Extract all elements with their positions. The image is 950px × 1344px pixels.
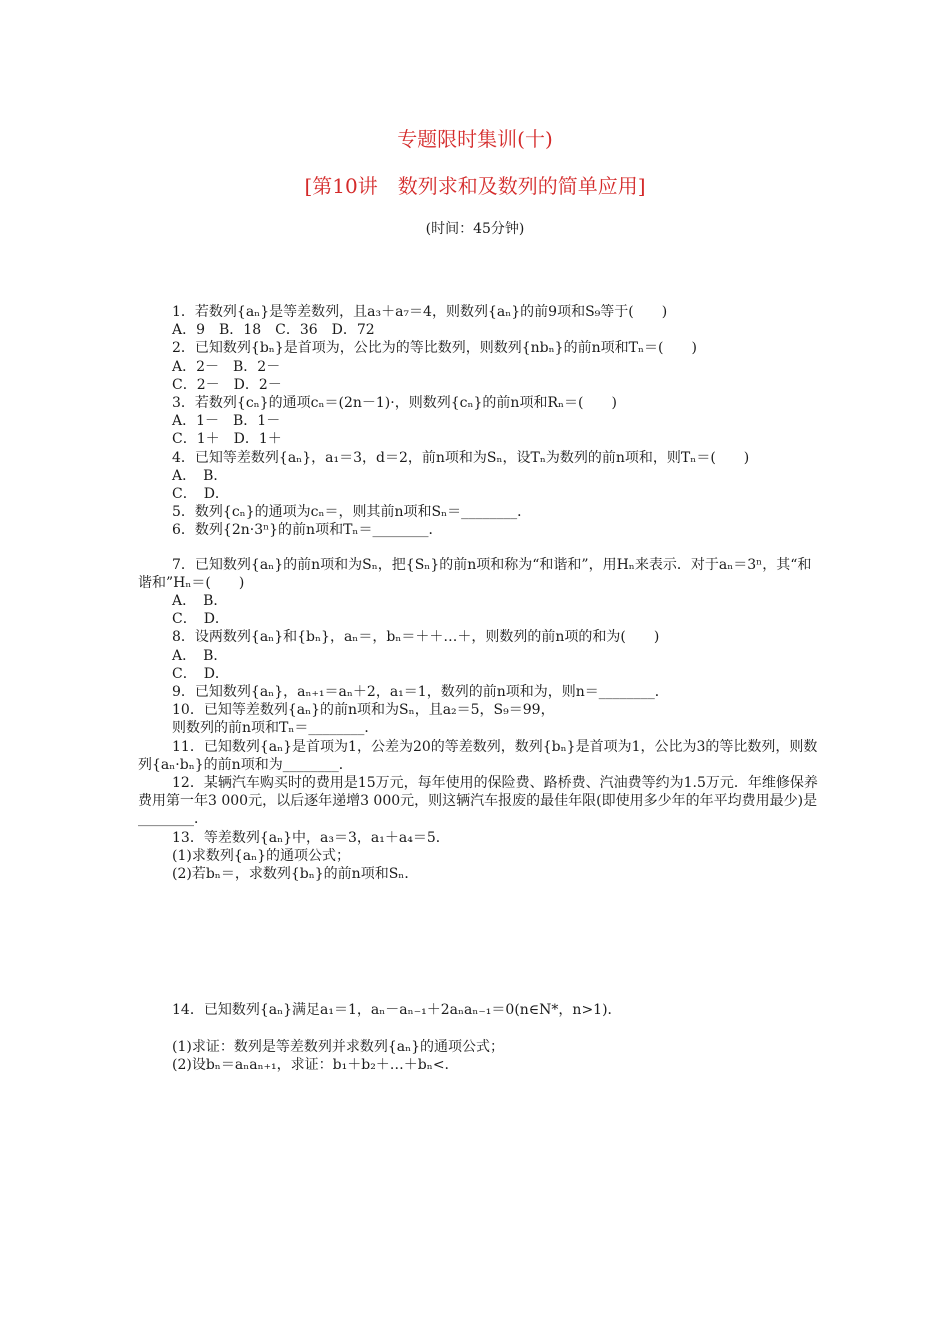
question-7: 7．已知数列{aₙ}的前n项和为Sₙ，把{Sₙ}的前n项和称为“和谐和”，用Hₙ来表示．对于aₙ＝3ⁿ，其“和谐和”Hₙ＝( ) <box>138 556 812 591</box>
question-10: 10．已知等差数列{aₙ}的前n项和为Sₙ，且a₂＝5，S₉＝99， <box>172 702 555 719</box>
question-2: 2．已知数列{bₙ}是首项为，公比为的等比数列，则数列{nbₙ}的前n项和Tₙ＝( ) <box>172 340 697 357</box>
question-3-options-ab: A．1－ B．1－ <box>172 413 281 430</box>
question-14-part-2: (2)设bₙ＝aₙaₙ₊₁，求证：b₁＋b₂＋…＋bₙ<. <box>172 1056 450 1073</box>
question-7-options-cd: C． D． <box>172 611 229 628</box>
question-4: 4．已知等差数列{aₙ}，a₁＝3，d＝2，前n项和为Sₙ，设Tₙ为数列的前n项和，则Tₙ＝( ) <box>172 449 750 466</box>
question-13-part-2: (2)若bₙ＝，求数列{bₙ}的前n项和Sₙ． <box>172 866 419 883</box>
question-9: 9．已知数列{aₙ}，aₙ₊₁＝aₙ＋2，a₁＝1，数列的前n项和为，则n＝________． <box>172 684 669 701</box>
question-4-options-cd: C． D． <box>172 486 229 503</box>
question-8-options-ab: A． B． <box>172 647 228 664</box>
question-list <box>138 303 818 1074</box>
question-8-options-cd: C． D． <box>172 665 229 682</box>
question-1: 1．若数列{aₙ}是等差数列，且a₃＋a₇＝4，则数列{aₙ}的前9项和S₉等于( ) <box>172 304 668 320</box>
question-2-options-cd: C．2－ D．2－ <box>172 376 282 393</box>
question-11: 11．已知数列{aₙ}是首项为1，公差为20的等差数列，数列{bₙ}是首项为1，公比为3的等比数列，则数列{aₙ·bₙ}的前n项和为________． <box>138 738 818 773</box>
question-12: 12．某辆汽车购买时的费用是15万元，每年使用的保险费、路桥费、汽油费等约为1.5万元．年维修保养费用第一年3 000元，以后逐年递增3 000元，则这辆汽车报废的最佳年限(即使用多少年的年平均费用最少)是________． <box>138 775 818 828</box>
question-6: 6．数列{2n·3ⁿ}的前n项和Tₙ＝________． <box>172 522 443 539</box>
question-10-continued: 则数列的前n项和Tₙ＝________． <box>172 720 379 737</box>
question-8: 8．设两数列{aₙ}和{bₙ}，aₙ＝，bₙ＝＋＋…＋，则数列的前n项的和为( ) <box>172 629 660 646</box>
time-note: (时间：45分钟) <box>425 221 525 237</box>
question-2-options-ab: A．2－ B．2－ <box>172 358 281 375</box>
question-14: 14．已知数列{aₙ}满足a₁＝1，aₙ－aₙ₋₁＋2aₙaₙ₋₁＝0(n∈N*，n>1)． <box>172 1002 622 1019</box>
question-1-options: A．9 B．18 C．36 D．72 <box>172 322 375 339</box>
question-3-options-cd: C．1＋ D．1＋ <box>172 431 282 448</box>
question-4-options-ab: A． B． <box>172 467 228 484</box>
page-title: 专题限时集训(十) <box>397 127 553 151</box>
question-7-options-ab: A． B． <box>172 593 228 610</box>
question-13: 13．等差数列{aₙ}中，a₃＝3，a₁＋a₄＝5． <box>172 829 450 846</box>
question-14-part-1: (1)求证：数列是等差数列并求数列{aₙ}的通项公式； <box>172 1038 505 1055</box>
page-subtitle: [第10讲 数列求和及数列的简单应用] <box>304 174 646 198</box>
question-13-part-1: (1)求数列{aₙ}的通项公式； <box>172 847 351 864</box>
question-3: 3．若数列{cₙ}的通项cₙ＝(2n－1)·，则数列{cₙ}的前n项和Rₙ＝( ) <box>172 395 617 412</box>
question-5: 5．数列{cₙ}的通项为cₙ＝，则其前n项和Sₙ＝________． <box>172 504 532 521</box>
